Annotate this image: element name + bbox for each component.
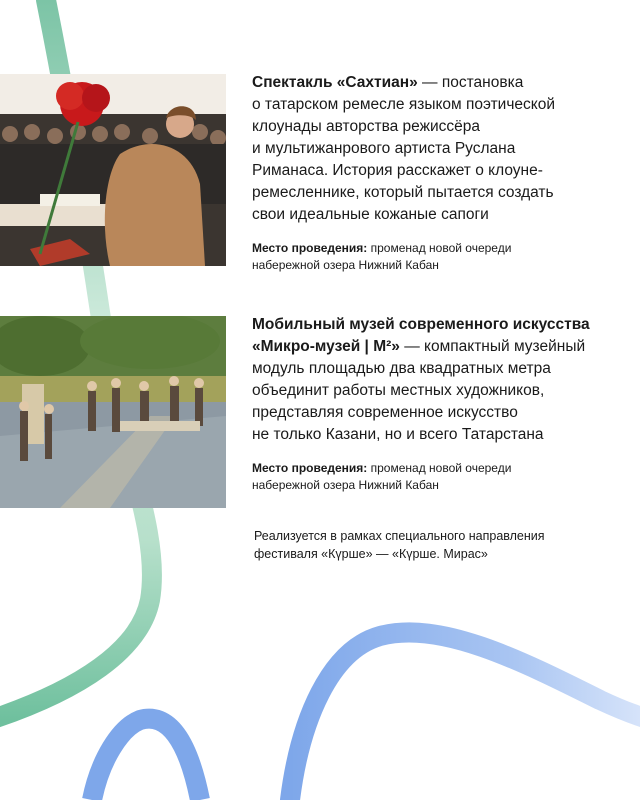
footer-note: Реализуется в рамках специального направления фестиваля «Күрше» — «Күрше. Мирас» [254,529,545,561]
venue-text: променад новой очереди набережной озера Нижний Кабан [252,241,512,272]
event-1-block [252,72,622,274]
event-1-title: Спектакль «Сахтиан» [252,74,418,91]
event-2-venue [252,460,622,494]
event-2-body: — компактный музейный модуль площадью два квадратных метра объединит работы местных художников, представляя современное искусство не только Казани, но и всего Татарстана [252,338,586,443]
theatre-performance-photo [0,74,226,266]
blue-ribbon-small [92,719,200,800]
event-1-description [252,72,622,226]
venue-label: Место проведения: [252,241,368,255]
event-2-block [252,314,622,494]
venue-label: Место проведения: [252,461,368,475]
event-1-venue [252,240,622,274]
event-2-description [252,314,622,446]
event-1-body: — постановка о татарском ремесле языком поэтической клоунады авторства режиссёра и мультижанрового артиста Руслана Риманаса. История расскажет о клоуне- ремесленнике, который пытается создать свои идеальные кожаные сапоги [252,74,556,223]
venue-text: променад новой очереди набережной озера Нижний Кабан [252,461,512,492]
event-2-title: Мобильный музей современного искусства «Микро-музей | M²» [252,316,590,355]
outdoor-museum-photo [0,316,226,508]
blue-ribbon-large [290,632,640,800]
